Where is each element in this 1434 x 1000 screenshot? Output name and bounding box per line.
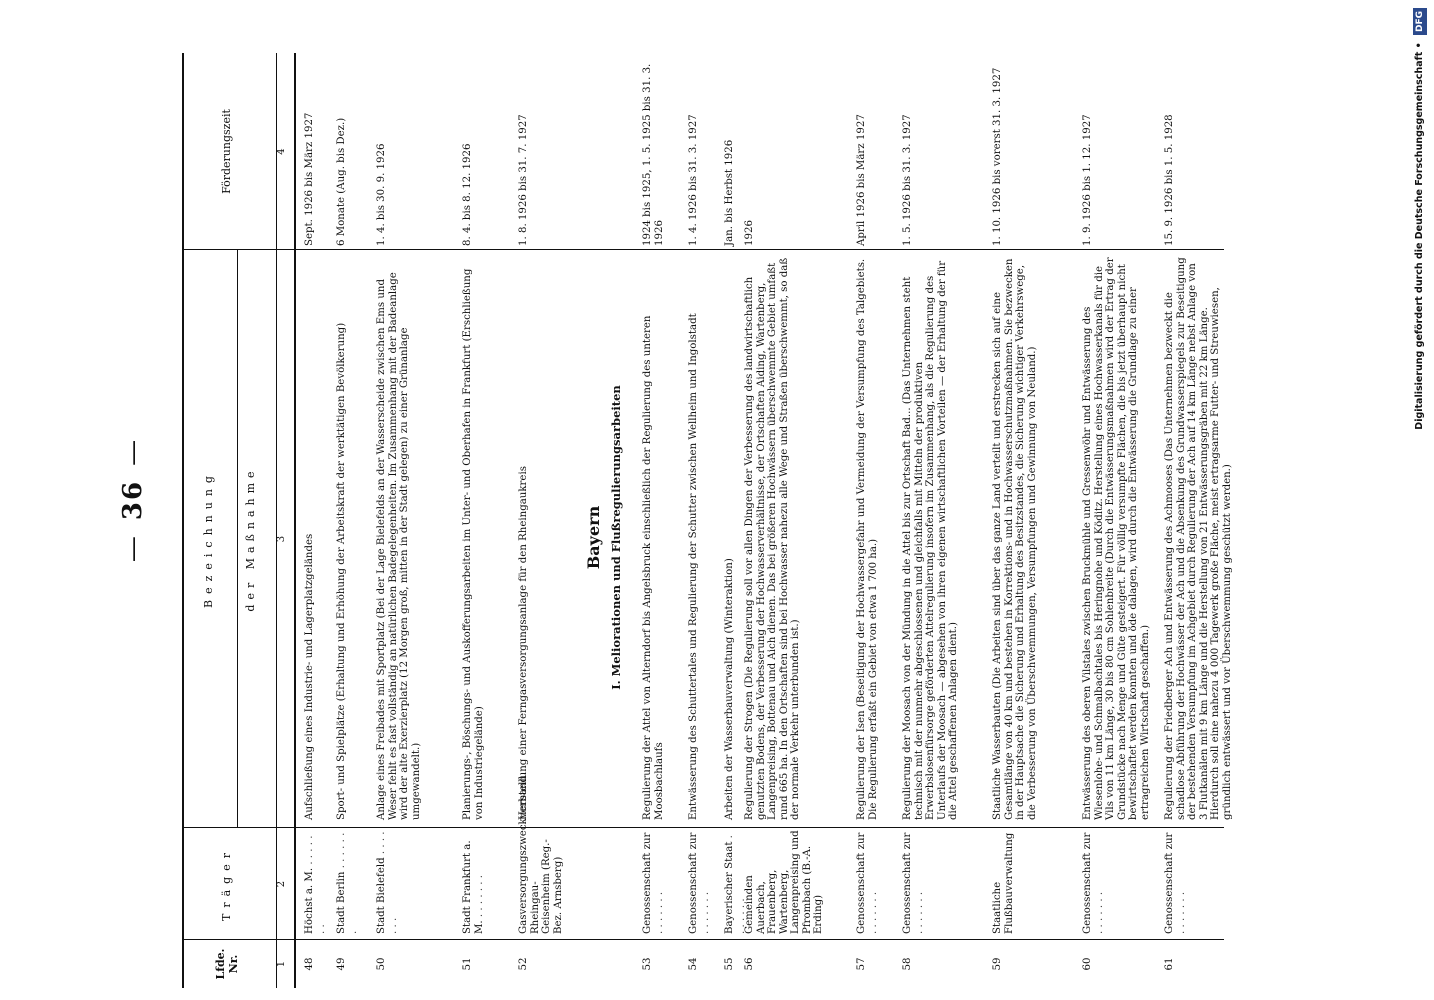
section-land: Bayern — [584, 505, 603, 570]
page-number: —36— — [118, 437, 148, 563]
row-nr: 58 — [902, 957, 913, 971]
row-bezeichnung: Regulierung der Isen (Beseitigung der Hochwassergefahr und Vermeidung der Versumpfung des Talgebiets. Die Regulierung erfaßt ein Gebiet von etwa 1 700 ha.) — [856, 258, 879, 820]
row-nr: 51 — [462, 957, 473, 971]
row-traeger: Staatliche Flußbauverwaltung — [992, 832, 1015, 934]
rotated-page — [90, 0, 1240, 1000]
row-traeger: Genossenschaft zur . . . — [1164, 830, 1187, 934]
measures-table — [182, 53, 1233, 988]
row-zeit: 1. 9. 1926 bis 1. 12. 1927 — [1082, 114, 1093, 246]
row-zeit: Sept. 1926 bis März 1927 — [304, 112, 315, 246]
row-traeger: Genossenschaft zur . . . — [902, 830, 925, 934]
col-number-4: 4 — [276, 53, 296, 250]
row-zeit: 1. 4. 1926 bis 31. 3. 1927 — [688, 114, 699, 246]
row-zeit: 6 Monate (Aug. bis Dez.) — [336, 117, 347, 246]
header-foerderungszeit — [184, 53, 277, 250]
row-zeit: April 1926 bis März 1927 — [856, 114, 867, 246]
section-subtitle: I. Meliorationen und Flußregulierungsarbeiten — [609, 385, 623, 690]
section-heading — [584, 255, 623, 820]
header-lfd-nr — [184, 940, 277, 988]
digitization-footer — [1408, 8, 1432, 992]
row-zeit: 1. 4. bis 30. 9. 1926 — [376, 143, 387, 246]
row-traeger: Bayerischer Staat . . . — [724, 830, 747, 934]
row-nr: 55 — [724, 957, 735, 971]
row-nr: 52 — [518, 957, 529, 971]
row-bezeichnung: Regulierung der Strogen (Die Regulierung soll vor allen Dingen der Verbesserung des landwirtschaftlich genutzten Bodens, der Verbesserung der Hochwasserverhältnisse, der Ortschaften Aiding, Wartenberg, Langenpreising, Bottenau und Aich dienen. Das bei größeren Hochwässern überschwemmte Gebiet umfaßt rund 665 ha. In den Ortschaften sind bei Hochwasser nahezu alle Wege und Straßen überschwemmt, so daß der normale Verkehr unterbunden ist.) — [744, 257, 801, 820]
row-traeger: Genossenschaft zur . . . — [1082, 830, 1105, 934]
row-traeger: Stadt Bielefeld . . . — [376, 830, 399, 934]
row-traeger: Stadt Berlin . . . — [336, 830, 359, 934]
row-nr: 56 — [744, 957, 755, 971]
header-bezeichnung — [184, 250, 277, 828]
header-traeger — [184, 828, 277, 940]
row-nr: 53 — [642, 957, 653, 971]
row-traeger: Stadt Frankfurt a. M. . . . — [462, 830, 485, 934]
row-bezeichnung: Entwässerung des oberen Vilstales zwischen Bruckmühle und Gressenwöhr und Entwässerung des Wiesenlohe- und Schmalbachtales bis Heringnohe und Köditz. Herstellung eines Hochwasserkanals für die Vils von 11 km Länge, 30 bis 80 cm Sohlenbreite (Durch die Entwässerungsmaßnahmen wird der Ertrag der Grundstücke nach Menge und Güte gesteigert. Für völlig versumpfte Flächen, die bis jetzt überhaupt nicht bewirtschaftet werden konnten und öde dalagen, wird durch die Entwässerung die Grundlage zu einer ertragreichen Wirtschaft geschaffen.) — [1082, 257, 1151, 820]
row-nr: 49 — [336, 957, 347, 971]
row-bezeichnung: Anlage eines Freibades mit Sportplatz (Bei der Lage Bielefelds an der Wasserscheide zwischen Ems und Weser fehlt es fast vollständig an natürlichen Badegelegenheiten. Im Zusammenhang mit der Badeanlage wird der alte Exerzierplatz (12 Morgen groß, mitten in der Stadt gelegen) zu einer Grünanlage umgewandelt.) — [376, 272, 422, 820]
row-traeger: Höchst a. M. . . . — [304, 830, 327, 934]
digitization-footer-text: Digitalisierung gefördert durch die Deutsche Forschungsgemeinschaft • DFG — [1408, 8, 1432, 992]
row-nr: 54 — [688, 957, 699, 971]
digitization-note: Digitalisierung gefördert durch die Deutsche Forschungsgemeinschaft — [1414, 51, 1425, 430]
row-bezeichnung: Herstellung einer Ferngasversorgungsanlage für den Rheingaukreis — [518, 466, 529, 820]
header-foerderungszeit-label: Förderungszeit — [220, 109, 233, 194]
row-nr: 48 — [304, 957, 315, 971]
col-number-1: 1 — [276, 940, 296, 988]
row-nr: 61 — [1164, 957, 1175, 971]
row-bezeichnung: Planierungs-, Böschungs- und Auskofferungsarbeiten im Unter- und Oberhafen in Frankfurt (Erschließung von Industriegelände) — [462, 268, 485, 820]
col-number-2: 2 — [276, 828, 296, 940]
row-nr: 59 — [992, 957, 1003, 971]
row-bezeichnung: Regulierung der Attel von Alterndorf bis Angelsbruck einschließlich der Regulierung des unteren Moosbachlaufs — [642, 315, 665, 820]
row-bezeichnung: Sport- und Spielplätze (Erhaltung und Erhöhung der Arbeitskraft der werktätigen Bevölkerung) — [336, 322, 347, 820]
row-zeit: 1. 10. 1926 bis vorerst 31. 3. 1927 — [992, 67, 1003, 246]
row-zeit: 15. 9. 1926 bis 1. 5. 1928 — [1164, 114, 1175, 246]
row-nr: 50 — [376, 957, 387, 971]
row-traeger: Gasversorgungszweckverband Rheingau-Geisenheim (Reg.-Bez. Arnsberg) — [518, 775, 564, 934]
header-traeger-label: Träger — [220, 847, 233, 921]
row-zeit: 1. 8. 1926 bis 31. 7. 1927 — [518, 114, 529, 246]
header-der-massnahme-label: der Maßnahme — [237, 250, 257, 828]
row-zeit: 1. 5. 1926 bis 31. 3. 1927 — [902, 114, 913, 246]
page-number-value: 36 — [118, 479, 148, 521]
row-nr: 60 — [1082, 957, 1093, 971]
dfg-logo: DFG — [1413, 8, 1427, 35]
row-bezeichnung: Arbeiten der Wasserbauverwaltung (Winteraktion) — [724, 558, 735, 820]
row-bezeichnung: Entwässerung des Schuttertales und Regulierung der Schutter zwischen Wellheim und Ingolstadt — [688, 313, 699, 820]
row-traeger: Genossenschaft zur . . . — [688, 830, 711, 934]
row-traeger: Genossenschaft zur . . . — [642, 830, 665, 934]
row-nr: 57 — [856, 957, 867, 971]
row-zeit: 1926 — [744, 220, 755, 246]
row-traeger: Gemeinden Auerbach, Frauenberg, Wartenberg, Langenpreising und Pfrombach (B.-A. Erding) — [744, 830, 824, 934]
row-traeger: Genossenschaft zur . . . — [856, 830, 879, 934]
row-zeit: Jan. bis Herbst 1926 — [724, 139, 735, 246]
row-bezeichnung: Regulierung der Moosach von der Mündung in die Attel bis zur Ortschaft Bad... (Das Unternehmen steht technisch mit der nunmehr abgeschlossenen und gleichfalls mit Mitteln der produktiven Erwerbslosenfürsorge geförderten Attelregulierung insofern im Zusammenhang, als die Regulierung des Unterlaufs der Moosach — abgesehen von ihren eigenen wirtschaftlichen Vorteilen — der Erhaltung der für die Attel geschaffenen Anlagen dient.) — [902, 260, 959, 820]
row-bezeichnung: Regulierung der Friedberger Ach und Entwässerung des Achmooses (Das Unternehmen bezweckt die schadlose Abführung der Hochwässer der Ach und die Absenkung des Grundwasserspiegels zur Beseitigung der bestehenden Versumpfung im Achgebiet durch Regulierung der Ach auf 14 km Länge nebst Anlage von 3 Flutkanälen mit 9 km Länge und die Herstellung von 21 Entwässerungsgräben mit 22 km Länge. Hierdurch soll eine nahezu 4 000 Tagewerk große Fläche, meist ertragsarme Futter- und Streuwiesen, gründlich entwässert und vor Überschwemmung geschützt werden.) — [1164, 257, 1233, 820]
header-lfd-nr-label: Lfde. Nr. — [214, 948, 240, 980]
row-zeit: 1924 bis 1925, 1. 5. 1925 bis 31. 3. 1926 — [642, 63, 665, 246]
col-number-3: 3 — [276, 250, 296, 828]
row-bezeichnung: Aufschließung eines Industrie- und Lagerplatzgeländes — [304, 533, 315, 820]
row-bezeichnung: Staatliche Wasserbauten (Die Arbeiten sind über das ganze Land verteilt und erstrecken sich auf eine Gesamtlänge von 40 km und bestehen in Korrektions- und in Hochwasserschutzmaßnahmen. Sie bezwecken in der Hauptsache die Sicherung und Erhaltung des Besitzstandes, die Sicherung wichtiger Verkehrswege, die Verbesserung von Überschwemmungen, Versumpfungen und Gewinnung von Neuland.) — [992, 258, 1038, 820]
row-zeit: 8. 4. bis 8. 12. 1926 — [462, 143, 473, 246]
header-bezeichnung-label: Bezeichnung — [202, 470, 215, 608]
